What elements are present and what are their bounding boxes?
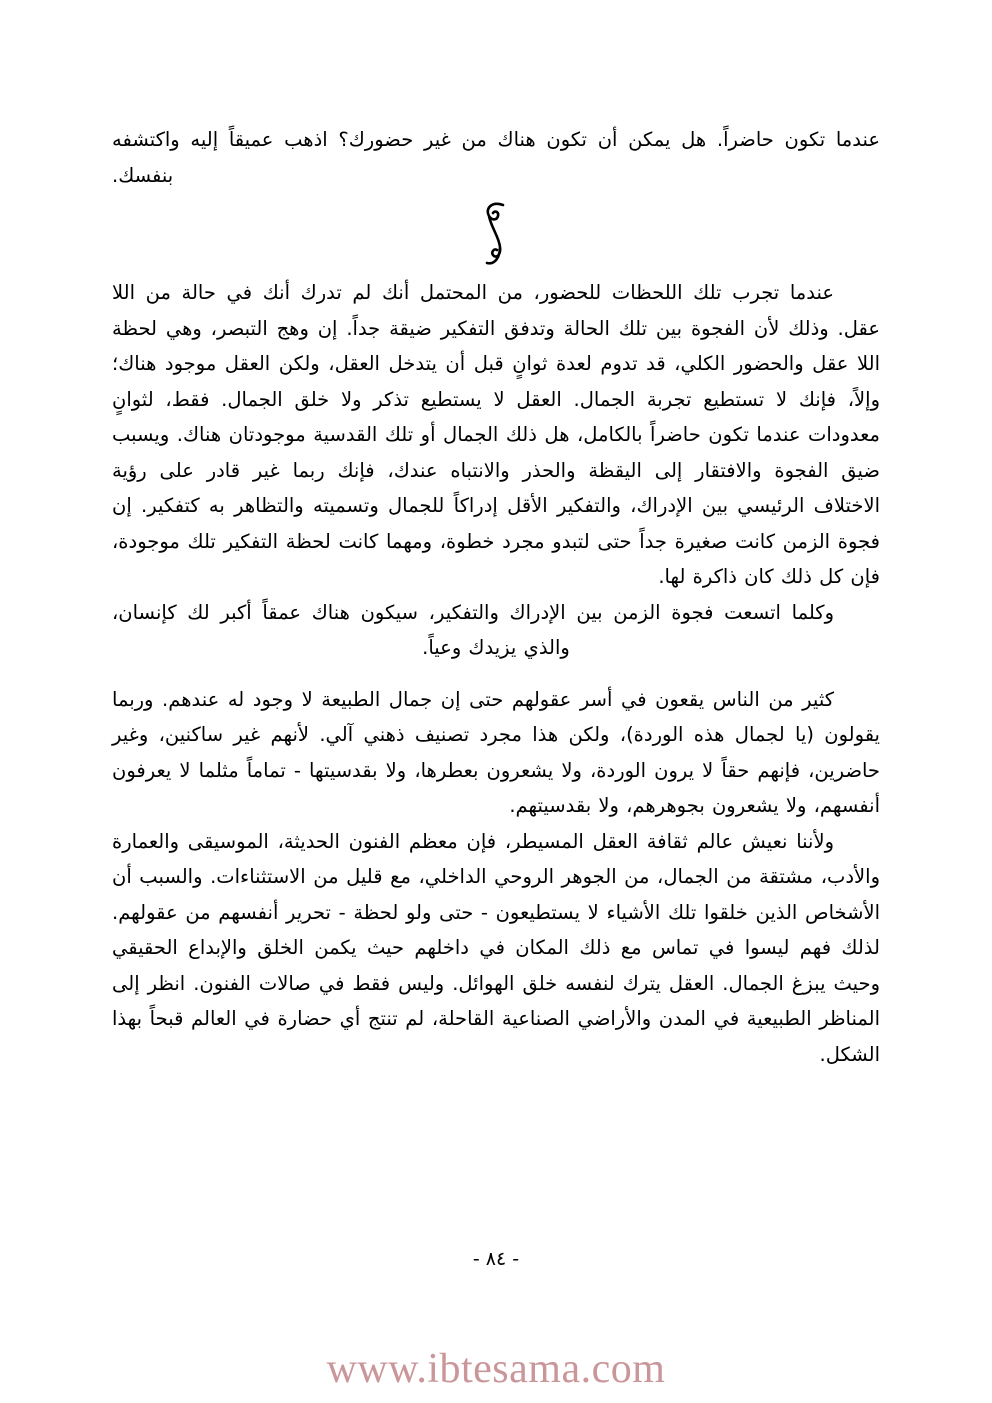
paragraph-spacer [112,666,880,682]
decorative-swirl-icon [473,199,519,269]
site-watermark: www.ibtesama.com [326,1346,666,1392]
page-text-body [112,122,880,1072]
ornament-divider-row [112,193,880,275]
paragraph-3: كثير من الناس يقعون في أسر عقولهم حتى إن جمال الطبيعة لا وجود له عندهم. وربما يقولون (يا لجمال هذه الوردة)، ولكن هذا مجرد تصنيف ذهني آلي. لأنهم غير ساكنين، وغير حاضرين، فإنهم حقاً لا يرون الوردة، ولا يشعرون بعطرها، ولا بقدسيتها - تماماً مثلما لا يعرفون أنفسهم، ولا يشعرون بجوهرهم، ولا بقدسيتهم. [112,687,880,817]
paragraph-1: عندما تجرب تلك اللحظات للحضور، من المحتمل أنك لم تدرك أنك في حالة من اللا عقل. وذلك لأن الفجوة بين تلك الحالة وتدفق التفكير ضيقة جداً. إن وهج التبصر، وهي لحظة اللا عقل والحضور الكلي، قد تدوم لعدة ثوانٍ قبل أن يتدخل العقل، ولكن العقل موجود هناك؛ وإلاً، فإنك لا تستطيع تجربة الجمال. العقل لا يستطيع تذكر ولا خلق الجمال. فقط، لثوانٍ معدودات عندما تكون حاضراً بالكامل، هل ذلك الجمال أو تلك القدسية موجودتان هناك. ويسبب ضيق الفجوة والافتقار إلى اليقظة والحذر والانتباه عندك، فإنك ربما غير قادر على رؤية الاختلاف الرئيسي بين الإدراك، والتفكير الأقل إدراكاً للجمال وتسميته والتظاهر به كتفكير. إن فجوة الزمن كانت صغيرة جداً حتى لتبدو مجرد خطوة، ومهما كانت لحظة التفكير تلك موجودة، فإن كل ذلك كان ذاكرة لها. [112,281,880,588]
paragraph-4: ولأننا نعيش عالم ثقافة العقل المسيطر، فإن معظم الفنون الحديثة، الموسيقى والعمارة والأدب، مشتقة من الجمال، من الجوهر الروحي الداخلي، مع قليل من الاستثناءات. والسبب أن الأشخاص الذين خلقوا تلك الأشياء لا يستطيعون - حتى ولو لحظة - تحرير أنفسهم من عقولهم. لذلك فهم ليسوا في تماس مع ذلك المكان في داخلهم حيث يكمن الخلق والإبداع الحقيقي وحيث يبزغ الجمال. العقل يترك لنفسه خلق الهوائل. وليس فقط في صالات الفنون. انظر إلى المناظر الطبيعية في المدن والأراضي الصناعية القاحلة، لم تنتج أي حضارة في العالم قبحاً بهذا الشكل. [112,829,880,1066]
page-number: - ٨٤ - [472,1248,520,1270]
opening-statement: عندما تكون حاضراً. هل يمكن أن تكون هناك من غير حضورك؟ اذهب عميقاً إليه واكتشفه بنفسك. [112,128,880,187]
paragraph-2: وكلما اتسعت فجوة الزمن بين الإدراك والتفكير، سيكون هناك عمقاً أكبر لك كإنسان، والذي يزيدك وعياً. [112,600,834,659]
